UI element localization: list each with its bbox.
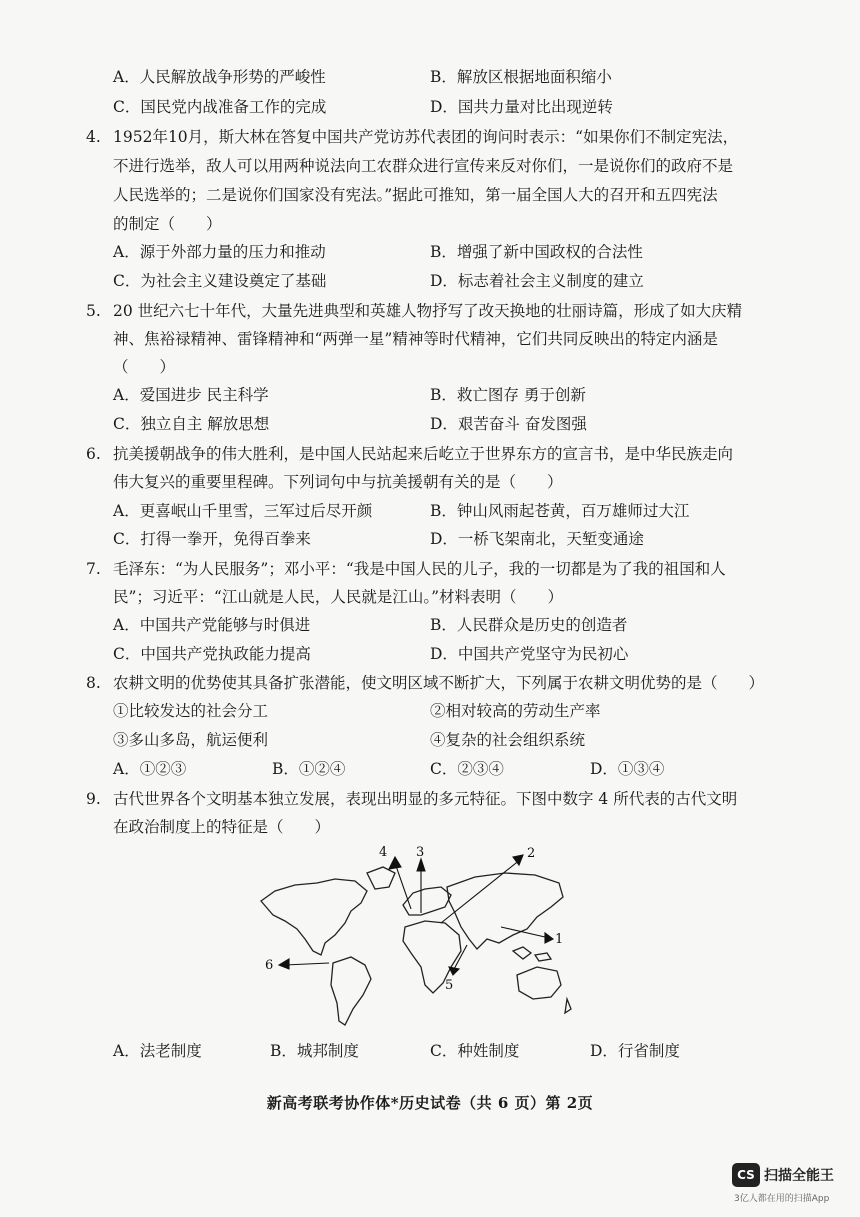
q5-option-b: B．救亡图存 勇于创新 [430,386,586,404]
q4-option-c: C．为社会主义建设奠定了基础 [113,272,327,290]
islands-outline [513,947,551,961]
q5-option-c: C．独立自主 解放思想 [113,415,270,433]
question-number: 6. [86,445,101,463]
q8-option-d: D．①③④ [590,760,665,778]
scanner-logo-icon: CS [732,1163,760,1187]
australia-outline [517,967,561,999]
q4-option-b: B．增强了新中国政权的合法性 [430,243,643,261]
question-text: 民”；习近平：“江山就是人民，人民就是江山。”材料表明（ ） [113,588,564,606]
question-text: 在政治制度上的特征是（ ） [113,818,331,836]
q9-option-c: C．种姓制度 [430,1042,520,1060]
q5-option-d: D．艰苦奋斗 奋发图强 [430,415,587,433]
map-label-1: 1 [555,932,564,947]
new-zealand-outline [565,999,571,1013]
q3-option-d: D．国共力量对比出现逆转 [430,98,613,116]
marker-4-arrow [389,857,401,869]
question-text: 农耕文明的优势使其具备扩张潜能，使文明区域不断扩大，下列属于农耕文明优势的是（ ） [113,674,765,692]
q8-item-1: ①比较发达的社会分工 [113,702,269,720]
question-text: 1952年10月，斯大林在答复中国共产党访苏代表团的询问时表示：“如果你们不制定宪法， [113,128,739,146]
q7-option-c: C．中国共产党执政能力提高 [113,645,311,663]
q3-option-b: B．解放区根据地面积缩小 [430,68,612,86]
page-footer: 新高考联考协作体*历史试卷（共 6 页）第 2页 [266,1094,594,1112]
question-text: 伟大复兴的重要里程碑。下列词句中与抗美援朝有关的是（ ） [113,473,563,491]
marker-2-line [441,859,521,923]
question-text: 神、焦裕禄精神、雷锋精神和“两弹一星”精神等时代精神，它们共同反映出的特定内涵是 [113,330,718,348]
scanner-tagline: 3亿人都在用的扫描App [734,1194,830,1204]
q8-option-a: A．①②③ [113,760,187,778]
question-text: 不进行选举，敌人可以用两种说法向工农群众进行宣传来反对你们，一是说你们的政府不是 [113,157,734,175]
europe-outline [403,887,451,915]
q4-option-d: D．标志着社会主义制度的建立 [430,272,644,290]
q8-option-b: B．①②④ [272,760,346,778]
map-label-5: 5 [445,978,454,993]
north-america-outline [261,879,367,955]
q6-option-a: A．更喜岷山千里雪，三军过后尽开颜 [113,502,373,520]
marker-5-line [453,945,467,971]
question-number: 8. [86,674,101,692]
greenland-outline [367,867,395,889]
q8-option-c: C．②③④ [430,760,504,778]
scanner-watermark [732,1163,842,1205]
q8-item-3: ③多山多岛，航运便利 [113,731,269,749]
q8-item-4: ④复杂的社会组织系统 [430,731,586,749]
south-america-outline [331,957,371,1025]
q7-option-d: D．中国共产党坚守为民初心 [430,645,629,663]
q8-item-2: ②相对较高的劳动生产率 [430,702,601,720]
scanner-app-name: 扫描全能王 [764,1168,834,1184]
question-number: 4. [86,128,101,146]
marker-6-arrow [279,959,289,969]
marker-1-line [501,927,545,937]
q6-option-d: D．一桥飞架南北，天堑变通途 [430,530,644,548]
q3-option-c: C．国民党内战准备工作的完成 [113,98,327,116]
q6-option-c: C．打得一拳开，免得百拳来 [113,530,311,548]
q7-option-a: A．中国共产党能够与时俱进 [113,616,311,634]
q3-option-a: A．人民解放战争形势的严峻性 [113,68,326,86]
question-text: （ ） [113,358,176,376]
map-label-6: 6 [265,958,274,973]
question-number: 7. [86,560,101,578]
question-text: 抗美援朝战争的伟大胜利，是中国人民站起来后屹立于世界东方的宣言书，是中华民族走向 [113,445,734,463]
marker-5-arrow [449,967,459,975]
question-text: 的制定（ ） [113,215,222,233]
q4-option-a: A．源于外部力量的压力和推动 [113,243,326,261]
marker-6-line [285,963,329,965]
question-number: 5. [86,302,101,320]
q5-option-a: A．爱国进步 民主科学 [113,386,269,404]
question-text: 古代世界各个文明基本独立发展，表现出明显的多元特征。下图中数字 4 所代表的古代文明 [113,790,738,808]
marker-1-arrow [545,933,553,943]
marker-3-arrow [417,859,425,871]
marker-4-line [395,863,411,909]
map-label-2: 2 [527,846,536,861]
q9-option-d: D．行省制度 [590,1042,680,1060]
q9-option-a: A．法老制度 [113,1042,202,1060]
question-number: 9. [86,790,101,808]
question-text: 毛泽东：“为人民服务”；邓小平：“我是中国人民的儿子，我的一切都是为了我的祖国和人 [113,560,726,578]
q6-option-b: B．钟山风雨起苍黄，百万雄师过大江 [430,502,690,520]
q7-option-b: B．人民群众是历史的创造者 [430,616,628,634]
q9-option-b: B．城邦制度 [270,1042,359,1060]
map-label-4: 4 [379,845,388,860]
question-text: 人民选举的；二是说你们国家没有宪法。”据此可推知，第一届全国人大的召开和五四宪法 [113,186,718,204]
question-text: 20 世纪六七十年代，大量先进典型和英雄人物抒写了改天换地的壮丽诗篇，形成了如大庆精 [113,302,743,320]
world-map-figure [255,843,575,1033]
map-label-3: 3 [416,845,425,860]
